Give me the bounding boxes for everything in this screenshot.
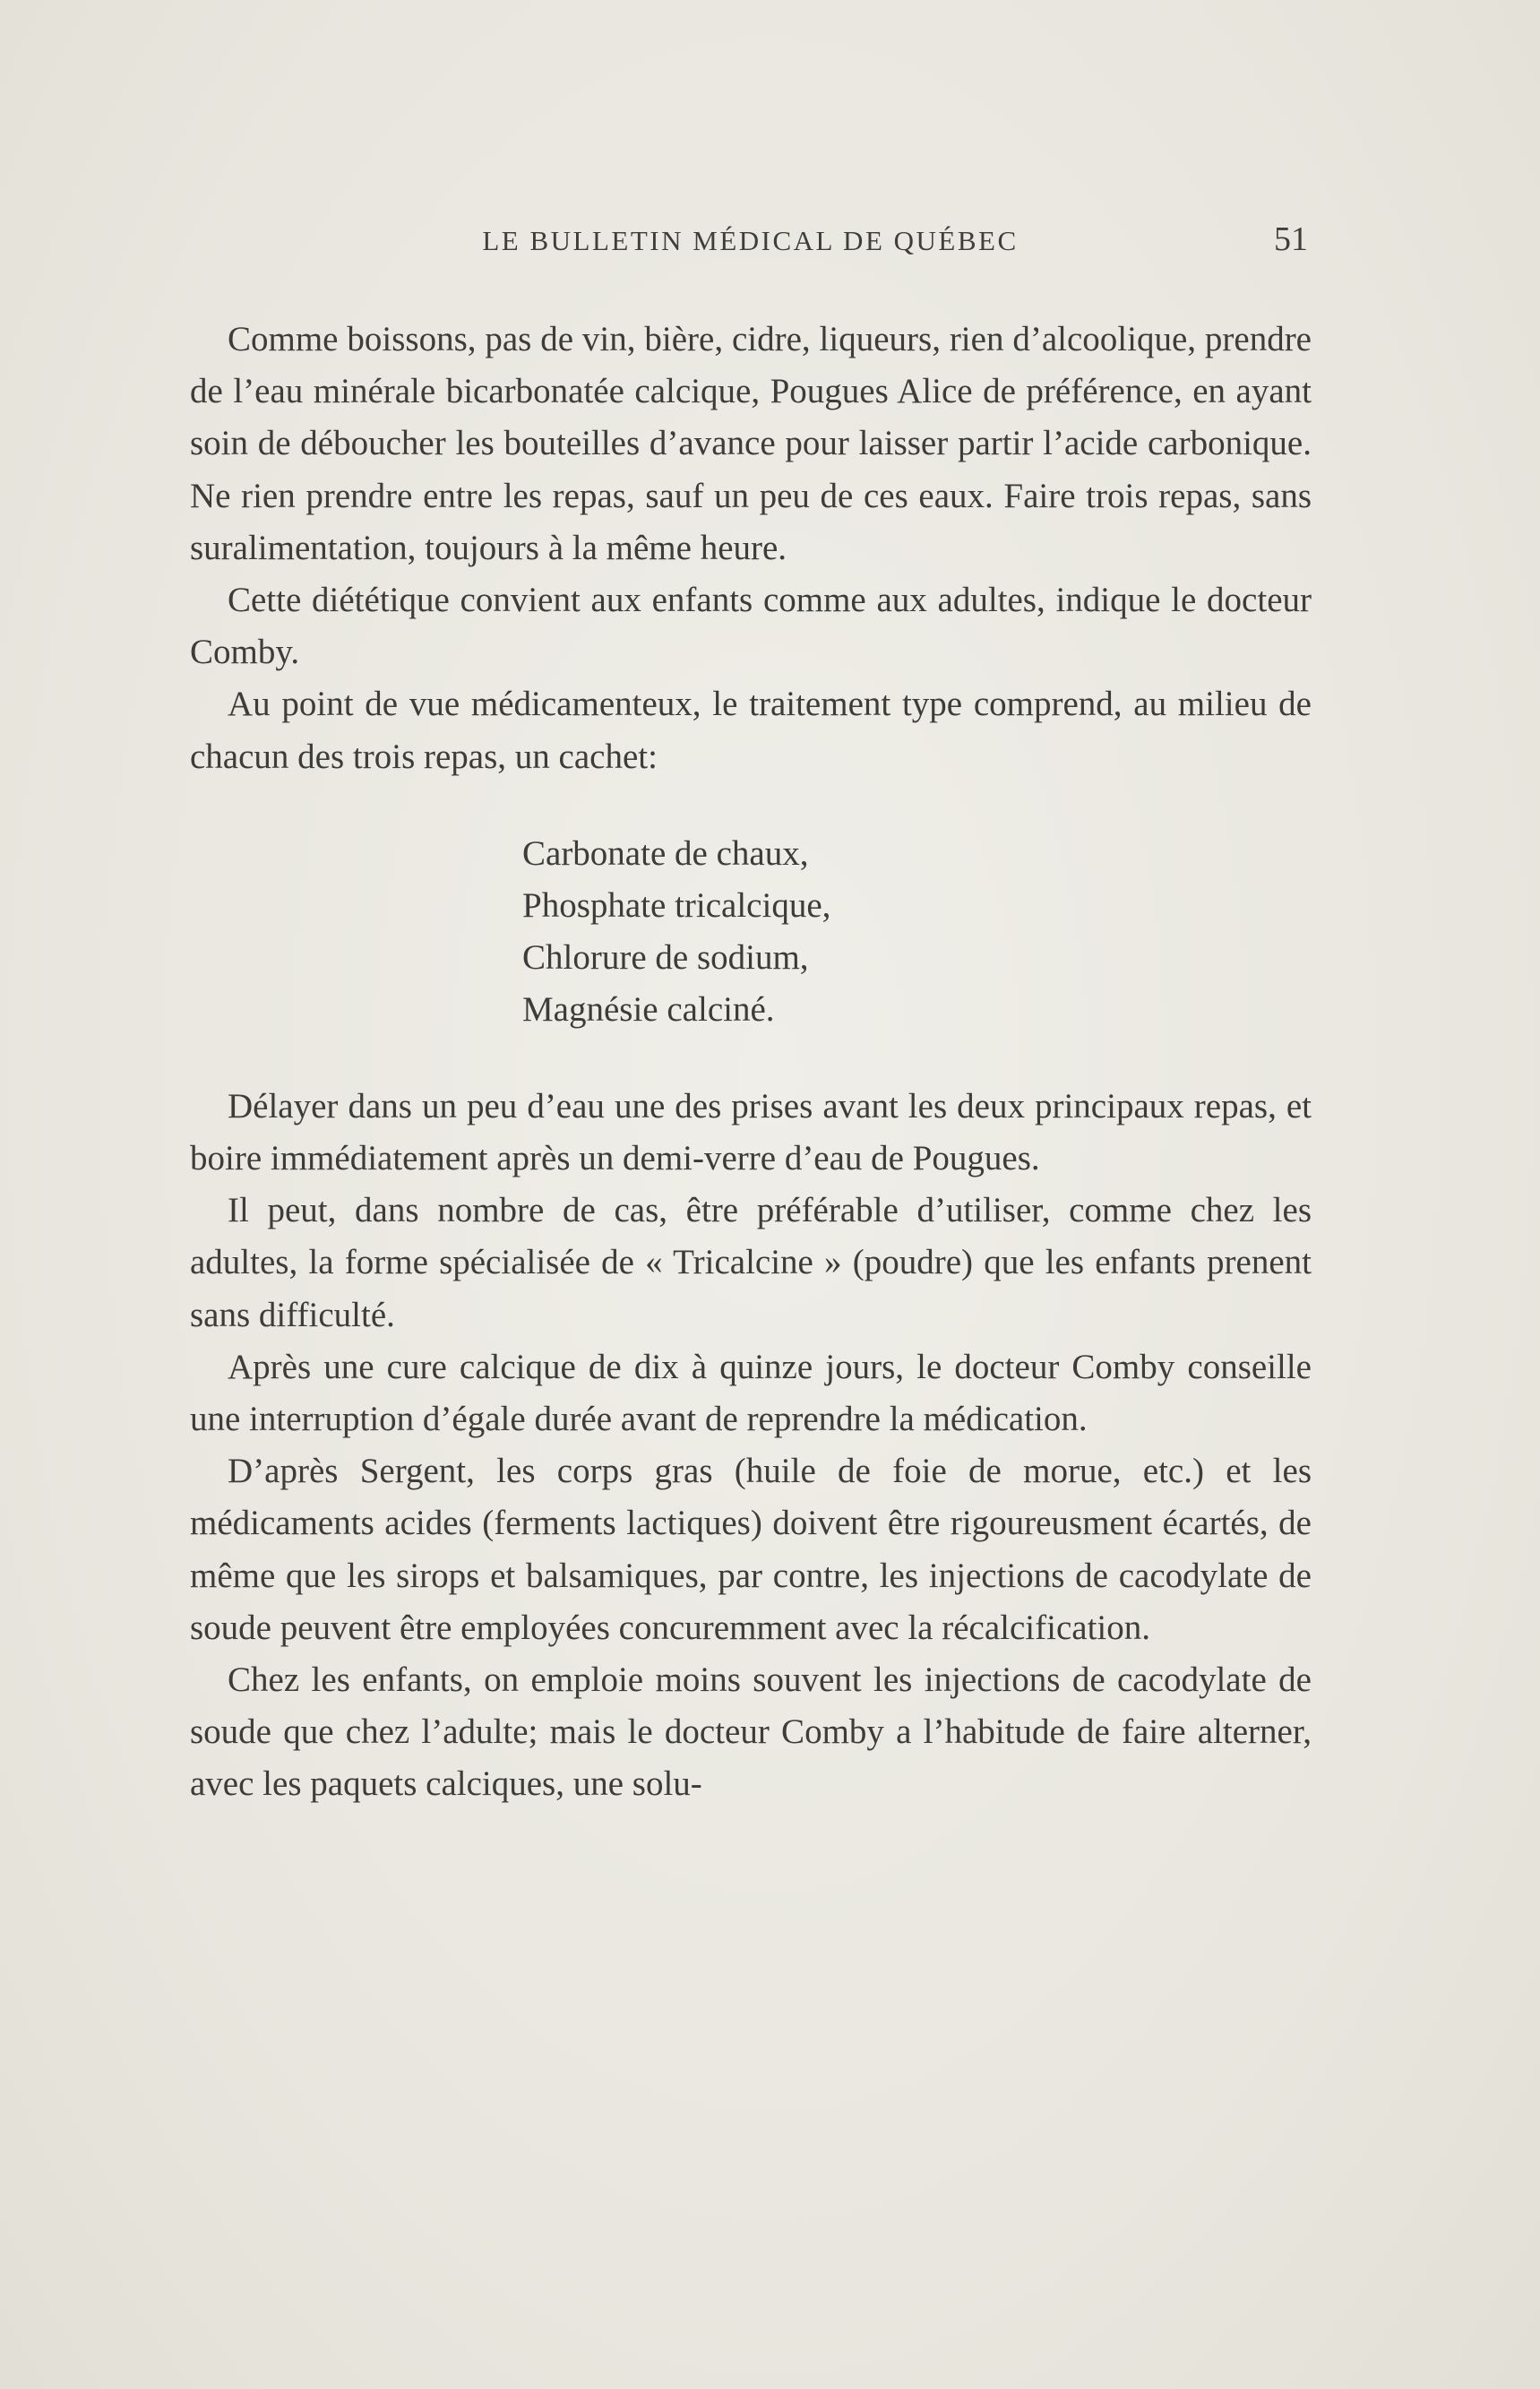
paragraph: Délayer dans un peu d’eau une des prises avant les deux principaux repas, et boire immédiatement après un demi-verre d’eau de Pougues. bbox=[190, 1086, 1312, 1178]
paragraph: Il peut, dans nombre de cas, être préférable d’utiliser, comme chez les adultes, la forme spécialisée de « Tricalcine » (poudre) que les enfants prenent sans difficulté. bbox=[190, 1191, 1312, 1334]
page-header bbox=[193, 220, 1308, 264]
paragraph: Au point de vue médicamenteux, le traitement type comprend, au milieu de chacun des trois repas, un cachet: bbox=[190, 685, 1312, 776]
paragraph: Après une cure calcique de dix à quinze jours, le docteur Comby conseille une interruption d’égale durée avant de reprendre la médication. bbox=[190, 1347, 1312, 1439]
running-head: LE BULLETIN MÉDICAL DE QUÉBEC bbox=[482, 225, 1019, 256]
paragraph: Comme boissons, pas de vin, bière, cidre, liqueurs, rien d’alcoolique, prendre de l’eau minérale bicarbonatée calcique, Pougues Alice de préférence, en ayant soin de déboucher les bouteilles d’avance pour laisser partir l’acide carbonique. Ne rien prendre entre les repas, sauf un peu de ces eaux. Faire trois repas, sans suralimentation, toujours à la même heure. bbox=[190, 320, 1312, 567]
paragraph: Cette diététique convient aux enfants comme aux adultes, indique le docteur Comby. bbox=[190, 581, 1312, 672]
paragraph: D’après Sergent, les corps gras (huile de foie de morue, etc.) et les médicaments acides (ferments lactiques) doivent être rigoureusment écartés, de même que les sirops et balsamiques, par contre, les injections de cacodylate de soude peuvent être employées concuremment avec la récalcification. bbox=[190, 1452, 1312, 1647]
prescription-item: Carbonate de chaux, bbox=[522, 833, 809, 873]
paragraph: Chez les enfants, on emploie moins souvent les injections de cacodylate de soude que chez l’adulte; mais le docteur Comby a l’habitude de faire alterner, avec les paquets calciques, une solu- bbox=[190, 1660, 1312, 1804]
page-number: 51 bbox=[1274, 220, 1308, 258]
prescription-list bbox=[522, 828, 1312, 1036]
prescription-item: Chlorure de sodium, bbox=[522, 937, 809, 977]
prescription-item: Phosphate tricalcique, bbox=[522, 885, 831, 925]
prescription-item: Magnésie calciné. bbox=[522, 989, 775, 1029]
body-text bbox=[190, 314, 1312, 1811]
